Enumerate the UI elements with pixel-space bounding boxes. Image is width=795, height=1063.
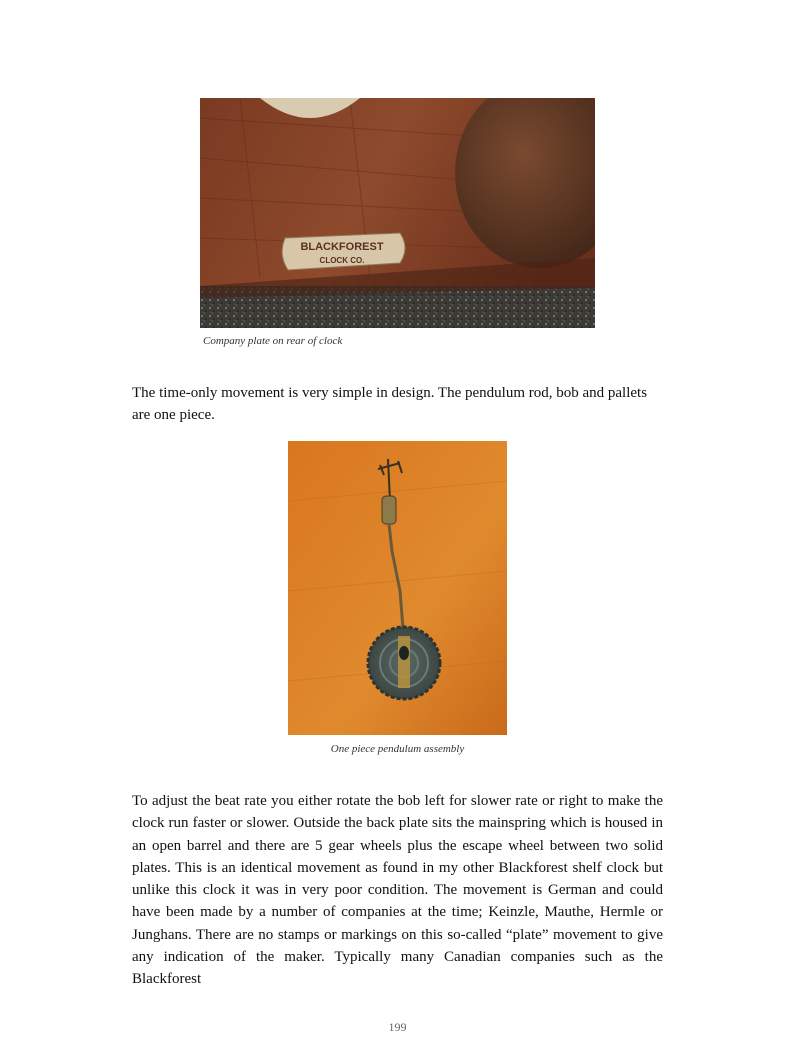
pendulum-photo	[288, 441, 507, 735]
pendulum-bob	[368, 627, 440, 699]
page-number: 199	[388, 1020, 407, 1034]
plate-line1: BLACKFOREST	[300, 241, 384, 253]
intro-paragraph: The time-only movement is very simple in design. The pendulum rod, bob and pallets are one piece.	[132, 385, 648, 424]
photo1-caption: Company plate on rear of clock	[203, 335, 343, 347]
plate-line2: CLOCK CO.	[319, 256, 365, 265]
body-paragraph: To adjust the beat rate you either rotate the bob left for slower rate or right to make the clock run faster or slower. Outside the back plate sits the mainspring which is housed in an open barrel and there are 5 gear wheels plus the escape wheel between two solid plates. This is an identical movement as found in my other Blackforest shelf clock but unlike this clock it was in very poor condition. The movement is German and could have been made by a number of companies at the time; Keinzle, Mauthe, Hermle or Junghans. There are no stamps or markings on this so-called “plate” movement to give any indication of the maker. Typically many Canadian companies such as the Blackforest	[132, 793, 663, 988]
photo2-caption: One piece pendulum assembly	[330, 743, 465, 755]
company-plate-photo	[200, 98, 595, 328]
